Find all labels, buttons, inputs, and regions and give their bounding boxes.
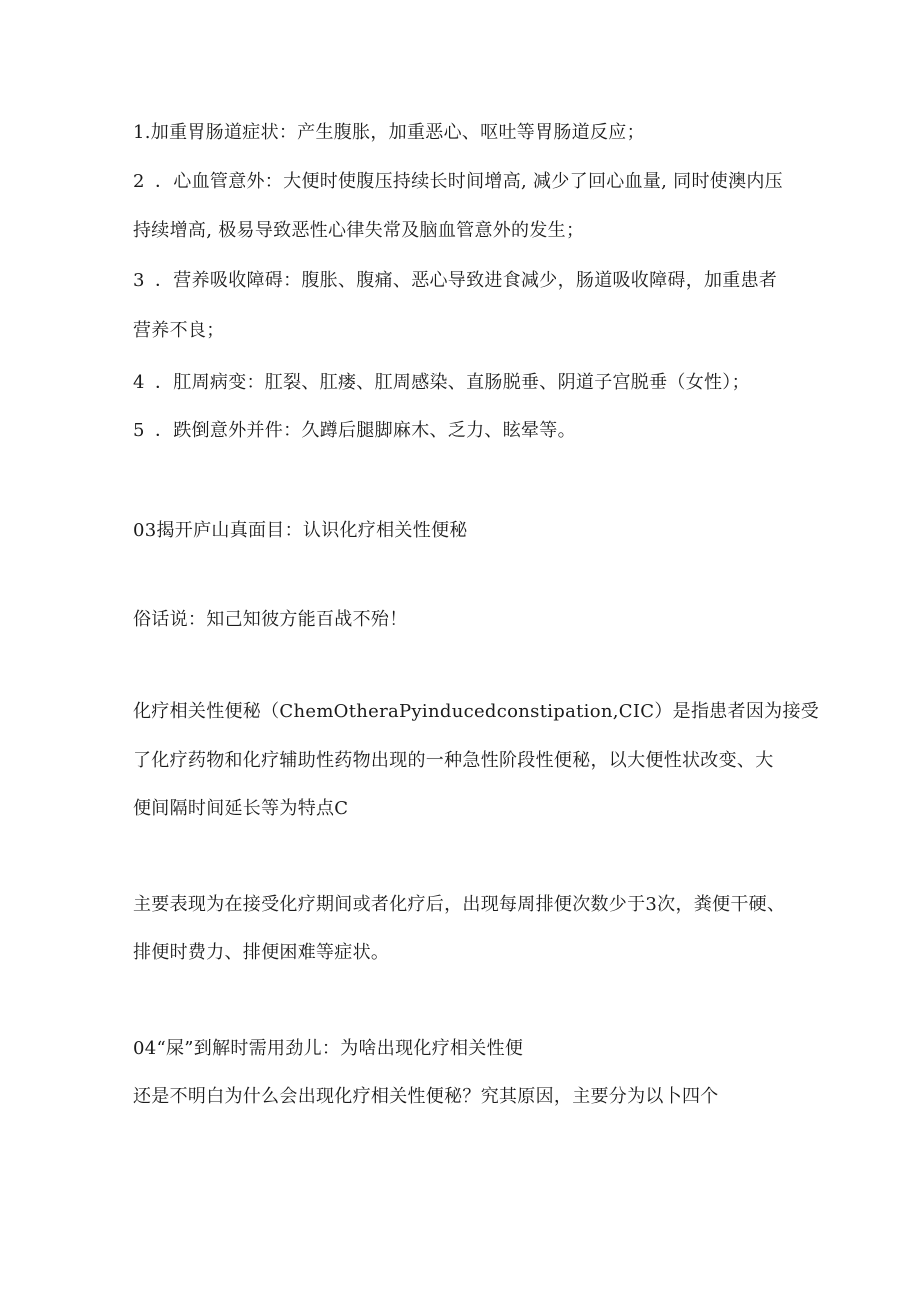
section-03-heading: 03揭开庐山真面目：认识化疗相关性便秘 xyxy=(133,520,468,541)
list-item-2-continuation xyxy=(133,218,584,244)
list-item-1 xyxy=(133,120,645,146)
list-item-text: ．跌倒意外并件：久蹲后腿脚麻木、乏力、眩晕等。 xyxy=(155,420,576,441)
list-item-text: ．营养吸收障碍：腹胀、腹痛、恶心导致进食减少，肠道吸收障碍，加重患者 xyxy=(155,270,778,291)
definition-line-2: 了化疗药物和化疗辅助性药物出现的一种急性阶段性便秘，以大便性状改变、大 xyxy=(133,750,774,771)
list-item-4 xyxy=(133,370,750,396)
list-item-3-continuation xyxy=(133,318,225,344)
list-item-text: ．肛周病变：肛裂、肛瘘、肛周感染、直肠脱垂、阴道子宫脱垂（女性）； xyxy=(155,372,750,393)
list-item-text: ．心血管意外：大便时使腹压持续长时间增高, 减少了回心血量, 同时使澳内压 xyxy=(155,171,783,192)
list-item-5 xyxy=(133,418,576,444)
section-04-intro: 还是不明白为什么会出现化疗相关性便秘？究其原因，主要分为以卜四个 xyxy=(133,1086,719,1107)
list-item-number: 2 xyxy=(133,171,145,192)
list-item-3 xyxy=(133,268,777,294)
list-item-number: 5 xyxy=(133,420,145,441)
list-item-number: 3 xyxy=(133,270,145,291)
list-item-number: 4 xyxy=(133,372,145,393)
symptom-line-1: 主要表现为在接受化疗期间或者化疗后，出现每周排便次数少于3次，粪便干硬、 xyxy=(133,894,786,915)
list-item-text: 营养不良； xyxy=(133,320,225,341)
definition-line-3: 便间隔时间延长等为特点C xyxy=(133,798,349,819)
section-04-heading: 04“屎”到解时需用劲儿：为啥出现化疗相关性便 xyxy=(133,1038,524,1059)
definition-line-1: 化疗相关性便秘（ChemOtheraPyinducedconstipation,CIC）是指患者因为接受 xyxy=(133,701,820,722)
list-item-text: 持续增高, 极易导致恶性心律失常及脑血管意外的发生； xyxy=(133,220,585,241)
list-item-2 xyxy=(133,169,783,195)
symptom-line-2: 排便时费力、排便困难等症状。 xyxy=(133,942,390,963)
list-item-text: .加重胃肠道症状：产生腹胀，加重恶心、呕吐等胃肠道反应； xyxy=(144,122,645,143)
saying-paragraph: 俗话说：知己知彼方能百战不殆！ xyxy=(133,609,408,630)
list-item-number: 1 xyxy=(133,122,145,143)
